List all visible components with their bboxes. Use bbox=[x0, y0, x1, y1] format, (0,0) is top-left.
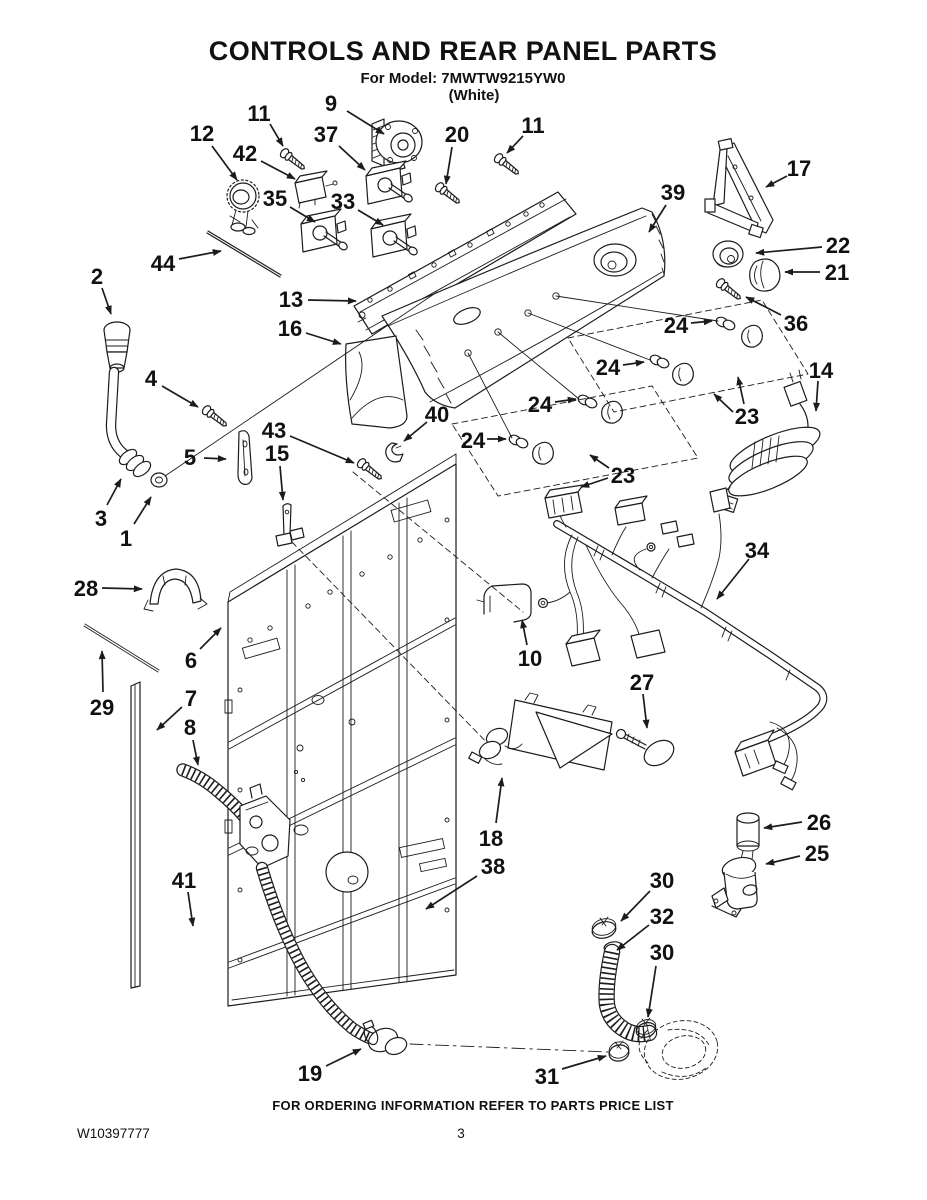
switch-33 bbox=[371, 214, 419, 257]
callout-6: 6 bbox=[184, 648, 198, 673]
callout-20: 20 bbox=[444, 122, 470, 147]
callout-arrow-26 bbox=[764, 822, 802, 828]
callout-arrow-24 bbox=[691, 321, 712, 323]
callout-41: 41 bbox=[171, 868, 197, 893]
callout-arrow-16 bbox=[306, 333, 341, 344]
callout-44: 44 bbox=[150, 251, 176, 276]
callout-arrow-6 bbox=[200, 628, 221, 649]
callout-36: 36 bbox=[783, 311, 809, 336]
callout-14: 14 bbox=[808, 358, 834, 383]
callout-10: 10 bbox=[517, 646, 543, 671]
phantom-coiled-hose bbox=[639, 1014, 723, 1086]
callout-arrow-4 bbox=[162, 386, 198, 407]
callout-19: 19 bbox=[297, 1061, 323, 1086]
harness-clip-10 bbox=[477, 584, 531, 622]
callout-arrow-34 bbox=[717, 559, 749, 599]
callout-12: 12 bbox=[189, 121, 215, 146]
callout-34: 34 bbox=[744, 538, 770, 563]
callout-arrow-36 bbox=[746, 297, 781, 315]
hose-clip-28 bbox=[144, 569, 207, 611]
callout-8: 8 bbox=[183, 715, 197, 740]
callout-24: 24 bbox=[595, 355, 621, 380]
callout-arrow-19 bbox=[326, 1049, 361, 1066]
callout-11: 11 bbox=[247, 101, 271, 126]
callout-17: 17 bbox=[786, 156, 812, 181]
clamp-30-top bbox=[590, 916, 617, 940]
ordering-note: FOR ORDERING INFORMATION REFER TO PARTS PRICE LIST bbox=[272, 1098, 674, 1113]
callout-25: 25 bbox=[804, 841, 830, 866]
callout-arrow-27 bbox=[643, 694, 647, 728]
callout-15: 15 bbox=[264, 441, 290, 466]
callout-arrow-23 bbox=[714, 394, 733, 412]
callout-9: 9 bbox=[324, 91, 338, 116]
callout-arrow-24 bbox=[555, 399, 576, 402]
callout-18: 18 bbox=[478, 826, 504, 851]
callout-22: 22 bbox=[825, 233, 851, 258]
callout-arrow-22 bbox=[756, 247, 822, 253]
rear-panel bbox=[225, 454, 456, 1006]
callout-30: 30 bbox=[649, 940, 675, 965]
switch-35 bbox=[301, 209, 349, 252]
callout-arrow-20 bbox=[446, 147, 452, 184]
callout-23: 23 bbox=[610, 463, 636, 488]
callout-1: 1 bbox=[119, 526, 133, 551]
drain-hose-group bbox=[410, 916, 723, 1086]
callout-24: 24 bbox=[460, 428, 486, 453]
callout-26: 26 bbox=[806, 810, 832, 835]
callout-13: 13 bbox=[278, 287, 304, 312]
cycle-switch-37 bbox=[366, 161, 414, 204]
callout-3: 3 bbox=[94, 506, 108, 531]
document-number: W10397777 bbox=[77, 1126, 150, 1141]
console-support-bracket bbox=[705, 139, 773, 238]
callout-arrow-3 bbox=[107, 479, 121, 505]
strap-5 bbox=[238, 431, 252, 485]
callout-arrow-11 bbox=[507, 136, 523, 153]
callout-arrow-41 bbox=[188, 892, 193, 926]
callout-7: 7 bbox=[184, 686, 198, 711]
clip-icon bbox=[715, 315, 737, 331]
callout-16: 16 bbox=[277, 316, 303, 341]
callout-42: 42 bbox=[232, 141, 258, 166]
callout-39: 39 bbox=[660, 180, 686, 205]
callout-23: 23 bbox=[734, 404, 760, 429]
callout-arrow-30 bbox=[621, 891, 650, 921]
callout-arrow-30 bbox=[648, 966, 656, 1017]
callout-arrow-28 bbox=[102, 588, 142, 589]
capacitor bbox=[737, 813, 759, 860]
callout-30: 30 bbox=[649, 868, 675, 893]
callout-29: 29 bbox=[89, 695, 115, 720]
callout-arrow-1 bbox=[134, 497, 151, 524]
callout-arrow-44 bbox=[179, 251, 221, 259]
callout-arrow-14 bbox=[816, 381, 818, 411]
screw-icon bbox=[279, 147, 308, 172]
clip-15 bbox=[276, 504, 304, 546]
callout-27: 27 bbox=[629, 670, 655, 695]
callout-arrow-43 bbox=[290, 436, 354, 463]
callout-arrow-35 bbox=[290, 207, 315, 222]
callout-28: 28 bbox=[73, 576, 99, 601]
callout-33: 33 bbox=[330, 189, 356, 214]
dial-skirt bbox=[713, 241, 743, 267]
drain-valve-25 bbox=[712, 854, 758, 917]
hose-coupling-19 bbox=[362, 1020, 410, 1057]
callout-32: 32 bbox=[649, 904, 675, 929]
callout-2: 2 bbox=[90, 264, 104, 289]
callout-arrow-18 bbox=[496, 778, 502, 823]
callout-5: 5 bbox=[183, 445, 197, 470]
screw-27 bbox=[617, 730, 679, 771]
small-knob-icon bbox=[742, 325, 763, 347]
callout-43: 43 bbox=[261, 418, 287, 443]
clamp-31 bbox=[607, 1040, 630, 1063]
clip-40 bbox=[386, 443, 403, 462]
callout-arrow-31 bbox=[562, 1056, 606, 1069]
page-number: 3 bbox=[457, 1126, 465, 1141]
power-cord bbox=[716, 370, 825, 512]
callout-arrow-17 bbox=[766, 176, 787, 187]
callout-arrow-29 bbox=[102, 651, 103, 692]
callout-arrow-23 bbox=[590, 455, 609, 468]
callout-arrow-7 bbox=[157, 707, 182, 730]
callout-arrow-32 bbox=[617, 925, 649, 950]
callout-24: 24 bbox=[527, 392, 553, 417]
callout-arrow-5 bbox=[204, 458, 226, 459]
callout-arrow-11 bbox=[270, 124, 283, 146]
callout-arrow-25 bbox=[766, 856, 800, 864]
model-line: For Model: 7MWTW9215YW0 bbox=[360, 70, 566, 87]
callout-21: 21 bbox=[824, 260, 850, 285]
rod-29 bbox=[84, 624, 159, 672]
trim-strip-7 bbox=[131, 682, 140, 988]
callout-arrow-42 bbox=[261, 161, 295, 179]
callout-11: 11 bbox=[521, 113, 545, 138]
control-knob-21 bbox=[750, 259, 780, 291]
callout-arrow-13 bbox=[308, 300, 356, 301]
callout-40: 40 bbox=[424, 402, 450, 427]
callout-arrow-33 bbox=[358, 210, 383, 225]
callout-35: 35 bbox=[262, 186, 288, 211]
callout-arrow-37 bbox=[339, 146, 365, 170]
callout-arrow-23 bbox=[738, 377, 744, 404]
callout-37: 37 bbox=[313, 122, 339, 147]
callout-arrow-8 bbox=[193, 740, 198, 765]
console-end-cap bbox=[346, 336, 407, 428]
callout-arrow-15 bbox=[280, 466, 283, 500]
callout-arrow-40 bbox=[404, 422, 427, 441]
callout-4: 4 bbox=[144, 366, 158, 391]
callout-38: 38 bbox=[480, 854, 506, 879]
callout-24: 24 bbox=[663, 313, 689, 338]
callout-31: 31 bbox=[534, 1064, 560, 1089]
selector-knob-12 bbox=[227, 180, 259, 235]
callout-arrow-2 bbox=[102, 288, 111, 314]
page-title: CONTROLS AND REAR PANEL PARTS bbox=[208, 36, 718, 66]
timer-shaft-rod bbox=[207, 231, 281, 277]
switch-assembly-18 bbox=[469, 693, 612, 770]
color-line: (White) bbox=[448, 87, 500, 104]
callout-arrow-24 bbox=[623, 362, 644, 365]
callout-arrow-10 bbox=[522, 620, 527, 645]
